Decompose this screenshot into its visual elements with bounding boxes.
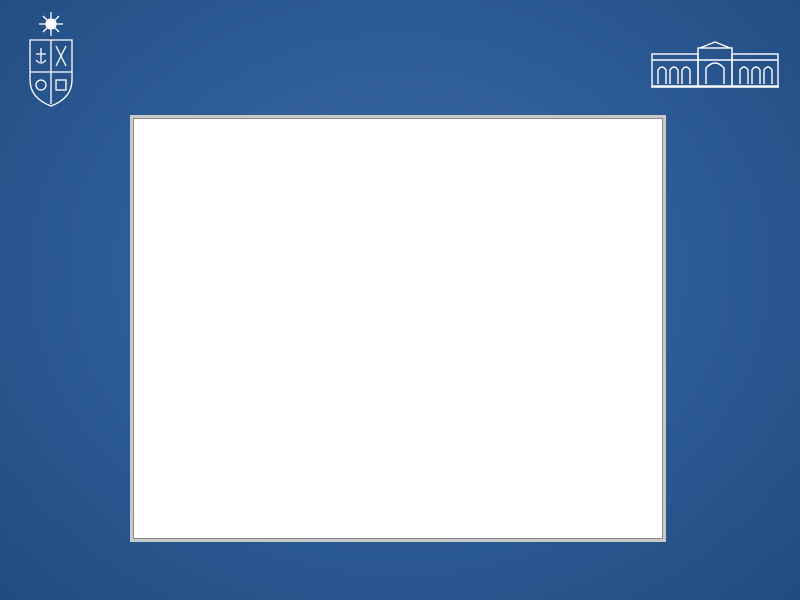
building-facade-logo xyxy=(650,40,780,90)
techniques-table xyxy=(130,115,666,542)
university-crest-logo xyxy=(22,10,80,110)
